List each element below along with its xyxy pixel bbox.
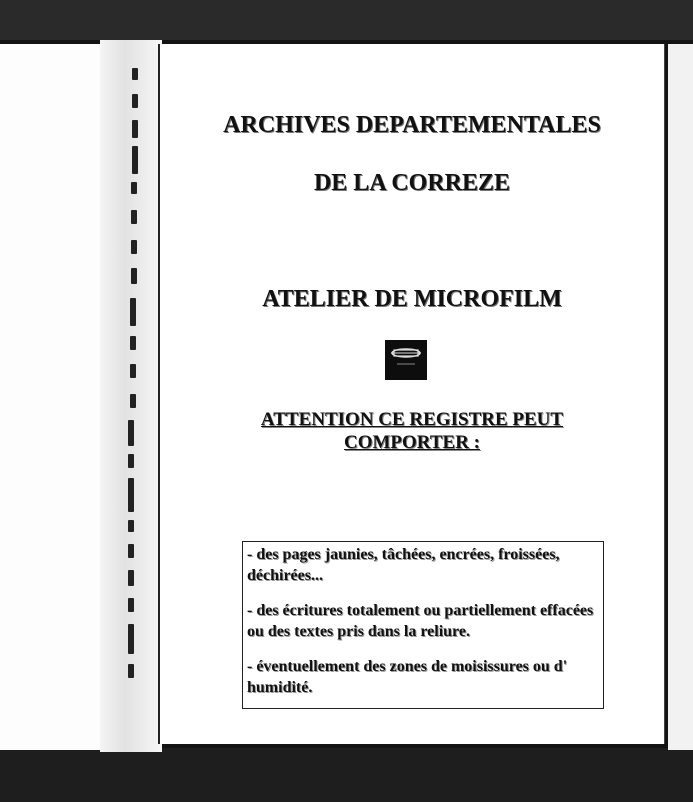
binder-hole: [128, 598, 134, 612]
binder-holes: [118, 58, 148, 748]
binder-hole: [128, 478, 134, 512]
binder-hole: [128, 570, 134, 586]
binder-hole: [130, 336, 136, 350]
binder-hole: [128, 664, 134, 678]
workshop-title: ATELIER DE MICROFILM: [262, 286, 562, 312]
binder-hole: [131, 210, 137, 224]
next-page-edge: [668, 44, 693, 750]
notice-item: - des pages jaunies, tâchées, encrées, froissées, déchirées...: [247, 546, 560, 584]
binder-hole: [132, 94, 138, 108]
previous-page-edge: [0, 44, 100, 750]
attention-heading-line2: COMPORTER :: [343, 432, 480, 453]
department-title: DE LA CORREZE: [313, 170, 511, 196]
binder-hole: [128, 454, 134, 468]
binder-hole: [130, 298, 136, 326]
notice-page: [158, 44, 665, 744]
binder-hole: [131, 240, 137, 254]
binder-hole: [128, 624, 134, 654]
notice-item: - des écritures totalement ou partiellement effacées ou des textes pris dans la reliure.: [247, 602, 594, 640]
binder-hole: [130, 394, 136, 408]
attention-heading-line1: ATTENTION CE REGISTRE PEUT: [260, 409, 564, 430]
scan-top-border: [0, 0, 693, 40]
binder-hole: [131, 182, 137, 194]
scan-bottom-border: [0, 748, 693, 802]
archive-title: ARCHIVES DEPARTEMENTALES: [223, 112, 601, 138]
binder-hole: [132, 120, 138, 138]
binder-hole: [128, 520, 134, 532]
binder-hole: [131, 268, 137, 284]
binder-hole: [128, 420, 134, 446]
notice-item: - éventuellement des zones de moisissures ou d' humidité.: [247, 658, 568, 696]
binder-hole: [132, 146, 138, 174]
binder-hole: [128, 544, 134, 558]
binder-hole: [130, 364, 136, 378]
binder-hole: [132, 68, 138, 80]
microfilm-logo-icon: [385, 340, 427, 380]
notice-box: [242, 541, 604, 709]
